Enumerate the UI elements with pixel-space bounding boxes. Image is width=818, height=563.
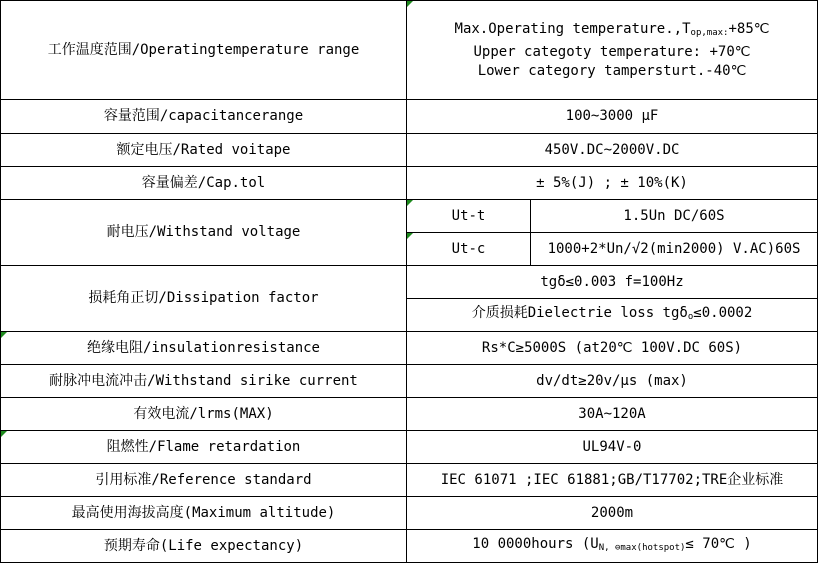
- cap-tolerance-value: ± 5%(J) ; ± 10%(K): [407, 167, 818, 200]
- row-cap-tolerance: [1, 167, 818, 200]
- flame-retardation-value: UL94V-0: [407, 431, 818, 464]
- cap-tolerance-label: 容量偏差/Cap.tol: [1, 167, 407, 200]
- operating-temperature-value: [407, 1, 818, 100]
- irms-label: 有效电流/lrms(MAX): [1, 398, 407, 431]
- withstand-voltage-label: 耐电压/Withstand voltage: [1, 200, 407, 266]
- operating-temperature-label: 工作温度范围/Operatingtemperature range: [1, 1, 407, 100]
- capacitance-range-value: 100~3000 μF: [407, 100, 818, 134]
- row-pulse-current: [1, 365, 818, 398]
- row-operating-temperature: [1, 1, 818, 100]
- row-insulation-resistance: [1, 332, 818, 365]
- capacitance-range-label: 容量范围/capacitancerange: [1, 100, 407, 134]
- row-irms: [1, 398, 818, 431]
- rated-voltage-value: 450V.DC~2000V.DC: [407, 134, 818, 167]
- pulse-current-label: 耐脉冲电流冲击/Withstand sirike current: [1, 365, 407, 398]
- row-life-expectancy: [1, 530, 818, 563]
- row-reference-standard: [1, 464, 818, 497]
- dissipation-factor-label: 损耗角正切/Dissipation factor: [1, 266, 407, 332]
- withstand-ut-t-label: Ut-t: [407, 200, 531, 233]
- max-altitude-value: 2000m: [407, 497, 818, 530]
- dielectric-loss-value: 介质损耗Dielectrie loss tgδ$_o$≤0.0002: [407, 299, 818, 332]
- insulation-resistance-value: Rs*C≥5000S (at20℃ 100V.DC 60S): [407, 332, 818, 365]
- row-flame-retardation: [1, 431, 818, 464]
- reference-standard-label: 引用标准/Reference standard: [1, 464, 407, 497]
- row-capacitance-range: [1, 100, 818, 134]
- row-rated-voltage: [1, 134, 818, 167]
- row-dissipation-factor-1: [1, 266, 818, 299]
- max-altitude-label: 最高使用海拔高度(Maximum altitude): [1, 497, 407, 530]
- dissipation-factor-value: tgδ≤0.003 f=100Hz: [407, 266, 818, 299]
- upper-temperature-line: Upper categoty temperature: +70℃: [473, 43, 751, 60]
- life-expectancy-value: 10 0000hours ($U_{N, ⊖max(hotspot)}\le$ 70℃ ): [407, 530, 818, 563]
- flame-retardation-label: 阻燃性/Flame retardation: [1, 431, 407, 464]
- row-withstand-voltage-1: [1, 200, 818, 233]
- max-temperature-line: Max.Operating $temperature.,T_{op,max:}+85℃$: [454, 20, 770, 38]
- rated-voltage-label: 额定电压/Rated voitape: [1, 134, 407, 167]
- insulation-resistance-label: 绝缘电阻/insulationresistance: [1, 332, 407, 365]
- withstand-ut-c-label: Ut-c: [407, 233, 531, 266]
- lower-temperature-line: Lower category tampersturt.-40℃: [477, 62, 747, 79]
- withstand-ut-t-value: 1.5Un DC/60S: [531, 200, 818, 233]
- irms-value: 30A~120A: [407, 398, 818, 431]
- reference-standard-value: IEC 61071 ;IEC 61881;GB/T17702;TRE企业标准: [407, 464, 818, 497]
- pulse-current-value: dv/dt≥20v/μs (max): [407, 365, 818, 398]
- life-expectancy-label: 预期寿命(Life expectancy): [1, 530, 407, 563]
- row-max-altitude: [1, 497, 818, 530]
- withstand-ut-c-value: 1000+2*Un/√2(min2000) V.AC)60S: [531, 233, 818, 266]
